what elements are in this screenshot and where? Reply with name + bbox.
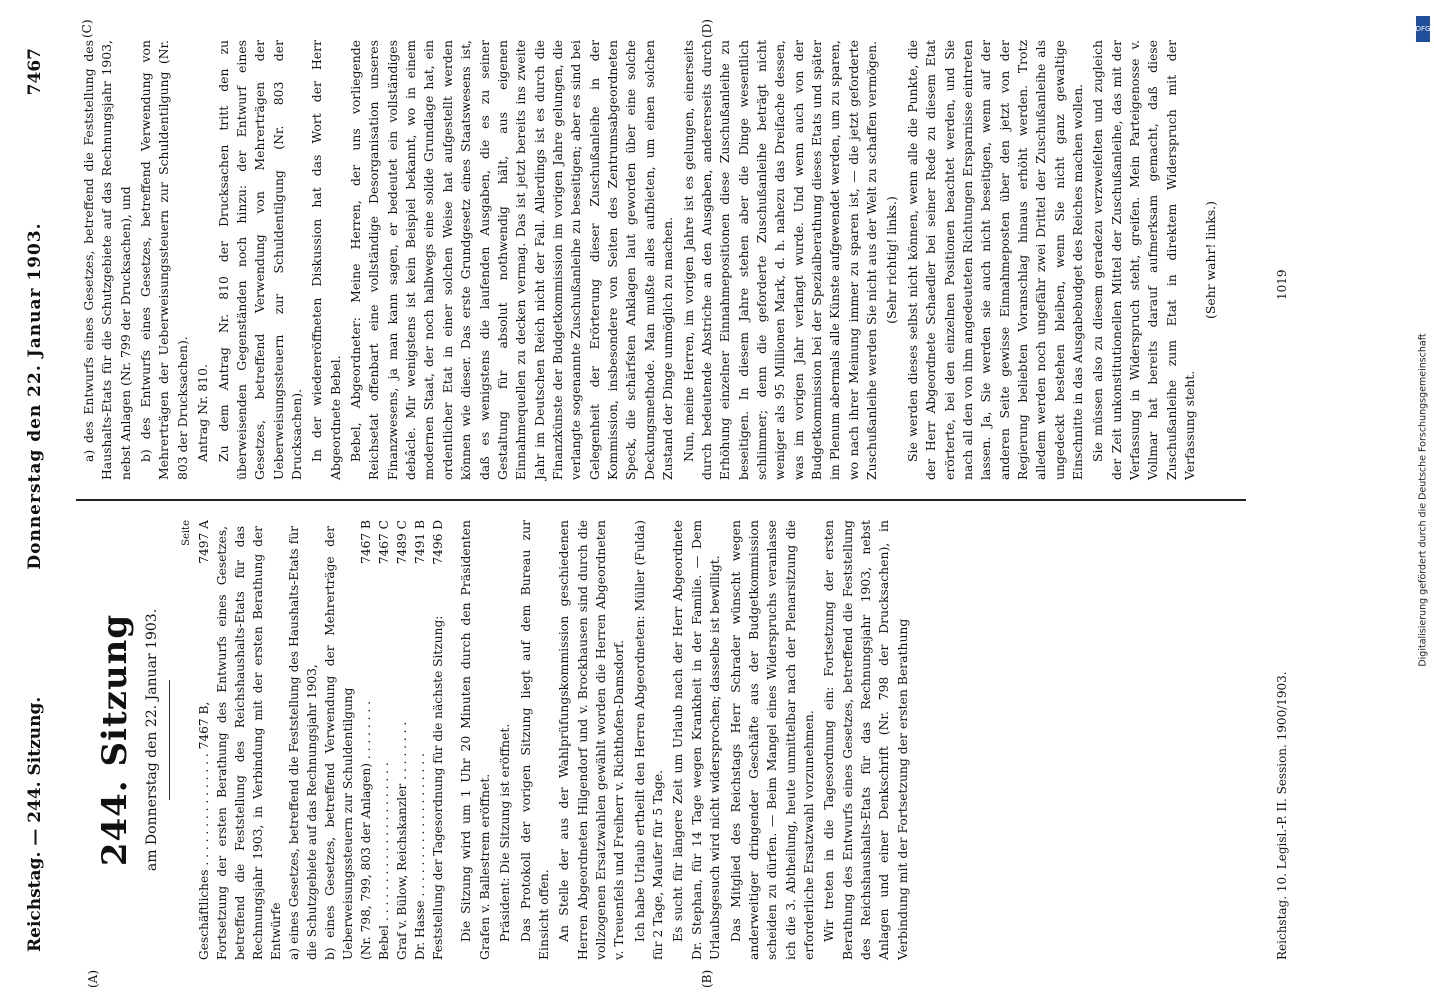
toc-row <box>429 520 447 960</box>
session-subtitle: am Donnerstag den 22. Januar 1903. <box>144 608 161 872</box>
paragraph: An Stelle der aus der Wahlprüfungskommission geschiedenen Herren Abgeordneten Hilgendorf und v. Brockhausen sind durch die vollzogenen Ersatzwahlen gewählt worden die Herren Abgeordneten v. Treuenfels und Freiherr v. Richthofen-Damsdorf. <box>556 520 627 960</box>
table-of-contents <box>195 520 448 960</box>
paragraph: a) des Entwurfs eines Gesetzes, betreffend die Feststellung des Haushalts-Etats für die Schutzgebiete auf das Rechnungsjahr 1903, nebst Anlagen (Nr. 799 der Drucksachen), und <box>81 40 133 480</box>
toc-page-ref: 7497 A <box>196 520 211 564</box>
toc-row <box>195 520 213 960</box>
paragraph: Das Protokoll der vorigen Sitzung liegt auf dem Bureau zur Einsicht offen. <box>517 520 551 960</box>
session-title: 244. Sitzung <box>95 613 135 867</box>
footer-sheet-number: 1019 <box>1275 269 1289 300</box>
dfg-logo: DFG <box>1416 16 1430 42</box>
margin-marker-d: (D) <box>700 19 714 38</box>
toc-label: a) eines Gesetzes, betreffend die Feststellung des Haushalts-Etats für die Schutzgebiete auf das Rechnungsjahr 1903, <box>287 526 320 960</box>
paragraph: In der wiedereröffneten Diskussion hat das Wort der Herr Abgeordnete Bebel. <box>309 40 343 480</box>
toc-label: Graf v. Bülow, Reichskanzler . . . . . . . . <box>395 721 410 960</box>
toc-page-ref: 7496 D <box>431 520 446 565</box>
toc-label: Dr. Hasse . . . . . . . . . . . . . . . . . . . <box>413 753 428 960</box>
toc-page-ref: 7489 C <box>395 520 410 565</box>
left-body-text <box>457 520 912 960</box>
right-body-text <box>80 40 1220 480</box>
toc-page-ref: 7491 B <box>413 520 428 564</box>
paragraph: Ich habe Urlaub ertheilt den Herren Abgeordneten: Müller (Fulda) für 2 Tage, Maufer für 5 Tage. <box>631 520 666 960</box>
paragraph: Das Mitglied des Reichstags Herr Schrader wünscht wegen anderweitiger dringender Geschäfte aus der Budgetkommission scheiden zu dürfen. — Beim Mangel eines Widerspruchs veranlasse ich die 3. Abtheilung, heute unmittelbar nach der Plenarsitzung die erforderliche Ersatzwahl vorzunehmen. <box>727 520 816 960</box>
paragraph: Zu dem Antrag Nr. 810 der Drucksachen tritt den zu überweisenden Gegenständen noch hinzu: der Entwurf eines Gesetzes, betreffend Verwendung von Mehrerträgen der Ueberweisungssteuern zur Schuldentilgung (Nr. 803 der Drucksachen). <box>215 40 304 480</box>
toc-row <box>213 520 285 960</box>
left-column <box>80 520 914 960</box>
header-page-number: 7467 <box>25 48 45 96</box>
toc-page-ref <box>285 520 321 526</box>
paragraph: Die Sitzung wird um 1 Uhr 20 Minuten durch den Präsidenten Grafen v. Ballestrem eröffnet. <box>458 520 492 960</box>
paragraph: Bebel, Abgeordneter: Meine Herren, der uns vorliegende Reichsetat offenbart eine vollständige Desorganisation unseres Finanzwesens, ja man kann sagen, er bedeutet ein vollständiges debâcle. Mir wenigstens ist kein Beispiel bekannt, wo in einem modernen Staat, der noch halbwegs eine solide Grundlage hat, ein ordentlicher Etat in einer solchen Weise hat aufgestellt werden können wie dieser. Das erste Grundgesetz eines Staatswesens ist, daß es wenigstens die laufenden Ausgaben, die es zu seiner Gestaltung für absolut nothwendig hält, aus eigenen Einnahmequellen zu decken vermag. Das ist jetzt bereits ins zweite Jahr im Deutschen Reich nicht der Fall. Allerdings ist es durch die Finanzkünste der Budgetkommission im vorigen Jahre gelungen, die verlangte sogenannte Zuschußanleihe zu beseitigen; aber es sind bei Gelegenheit der Erörterung dieser Zuschußanleihe in der Kommission, insbesondere von Seiten des Zentrumsabgeordneten Speck, die schärfsten Anklagen laut geworden über eine solche Deckungsmethode. Man mußte alles aufbieten, um einen solchen Zustand der Dinge unmöglich zu machen. <box>348 40 676 480</box>
margin-marker-a: (A) <box>86 969 100 988</box>
paragraph: Präsident: Die Sitzung ist eröffnet. <box>497 723 513 942</box>
paragraph: b) des Entwurfs eines Gesetzes, betreffend Verwendung von Mehrerträgen der Ueberweisungssteuern zur Schuldentilgung (Nr. 803 der Drucksachen). <box>138 40 190 480</box>
margin-marker-b: (B) <box>700 969 714 988</box>
margin-marker-c: (C) <box>80 19 94 38</box>
toc-seite-label: Seite <box>181 520 193 546</box>
paragraph: Nun, meine Herren, im vorigen Jahre ist es gelungen, einerseits durch bedeutende Abstriche an den Ausgaben, andererseits durch Erhöhung einzelner Einnahmepositionen diese Zuschußanleihe zu beseitigen. In diesem Jahre stehen aber die Dinge wesentlich schlimmer; denn die geforderte Zuschußanleihe beträgt nicht weniger als 95 Millionen Mark, d. h. nahezu das Dreifache dessen, was im vorigen Jahr verlangt wurde. Und wenn auch von der Budgetkommission bei der Spezialberathung dieses Etats und später im Plenum abermals alle Künste aufgewendet werden, um zu sparen, wo nach ihrer Meinung immer zu sparen ist, — die jetzt geforderte Zuschußanleihe werden Sie nicht aus der Welt zu schaffen vermögen. <box>680 40 880 480</box>
toc-row <box>393 520 411 960</box>
paragraph: Es sucht für längere Zeit um Urlaub nach der Herr Abgeordnete Dr. Stephan, für 14 Tage wegen Krankheit in der Familie. — Dem Urlaubsgesuch wird nicht widersprochen; dasselbe ist bewilligt. <box>670 520 723 960</box>
toc-label: Fortsetzung der ersten Berathung des Entwurfs eines Gesetzes, betreffend die Feststellung des Reichshaushalts-Etats für das Rechnungsjahr 1903, in Verbindung mit der ersten Berathung der Entwürfe <box>214 526 284 960</box>
paragraph: Sie müssen also zu diesem geradezu verzweifelten und zugleich der Zeit unkonstitutionellen Mittel der Zuschußanleihe, das mit der Verfassung in Widerspruch steht, greifen. Mein Parteigenosse v. Vollmar hat bereits darauf aufmerksam gemacht, daß diese Zuschußanleihe zum Etat in direktem Widerspruch mit der Verfassung steht. <box>1090 40 1198 480</box>
paragraph: Sie werden dieses selbst nicht können, wenn alle die Punkte, die der Herr Abgeordnete Schaedler bei seiner Rede zu diesem Etat erörterte, bei den einzelnen Positionen beachtet werden, und Sie nach all den von ihm angedeuteten Richtungen Ersparnisse eintreten lassen. Ja, Sie werden sie auch nicht beseitigen, wenn auf der anderen Seite gewisse Einnahmeposten über den jetzt von der Regierung beliebten Voranschlag hinaus erhöht werden. Trotz alledem werden noch ungefähr zwei Drittel der Zuschußanleihe als ungedeckt bestehen bleiben, wenn Sie nicht ganz gewaltige Einschnitte in das Ausgabebudget des Reiches machen wollen. <box>904 40 1086 480</box>
paragraph: Antrag Nr. 810. <box>195 364 211 462</box>
dfg-credit-strip <box>1416 10 1430 990</box>
dfg-credit-text: Digitalisierung gefördert durch die Deutsche Forschungsgemeinschaft <box>1417 333 1429 667</box>
toc-page-ref: 7467 B <box>359 520 374 564</box>
toc-row <box>285 520 321 960</box>
footer-session-info: Reichstag. 10. Legisl.-P. II. Session. 1900/1903. <box>1275 671 1289 960</box>
paragraph: (Sehr wahr! links.) <box>1202 201 1218 319</box>
toc-row <box>357 520 375 960</box>
title-rule <box>169 680 170 800</box>
toc-row <box>321 520 357 960</box>
toc-page-ref <box>213 520 285 526</box>
paragraph: (Sehr richtig! links.) <box>884 196 900 324</box>
header-date: Donnerstag den 22. Januar 1903. <box>25 222 45 570</box>
column-divider <box>76 500 1246 502</box>
header-left: Reichstag. — 244. Sitzung. <box>25 696 45 952</box>
toc-label: Feststellung der Tagesordnung für die nächste Sitzung: <box>431 615 446 960</box>
right-column <box>80 40 1222 480</box>
toc-label: b) eines Gesetzes, betreffend Verwendung der Mehrerträge der Ueberweisungssteuern zur Schuldentilgung <box>323 526 356 960</box>
toc-page-ref <box>321 520 357 526</box>
toc-label: Bebel . . . . . . . . . . . . . . . . . . . . . <box>377 762 392 960</box>
toc-label: Geschäftliches . . . . . . . . . . . . . . . 7467 B, <box>196 701 211 960</box>
toc-page-ref: 7467 C <box>377 520 392 565</box>
paragraph: Wir treten in die Tagesordnung ein: Fortsetzung der ersten Berathung des Entwurfs eines Gesetzes, betreffend die Feststellung des Reichshaushalts-Etats für das Rechnungsjahr 1903, nebst Anlagen und einer Denkschrift (Nr. 798 der Drucksachen), in Verbindung mit der Fortsetzung der ersten Berathung <box>821 520 910 960</box>
toc-row <box>375 520 393 960</box>
toc-row <box>411 520 429 960</box>
toc-label: (Nr. 798, 799, 803 der Anlagen) . . . . . . . . <box>359 701 374 960</box>
running-header <box>22 48 48 952</box>
